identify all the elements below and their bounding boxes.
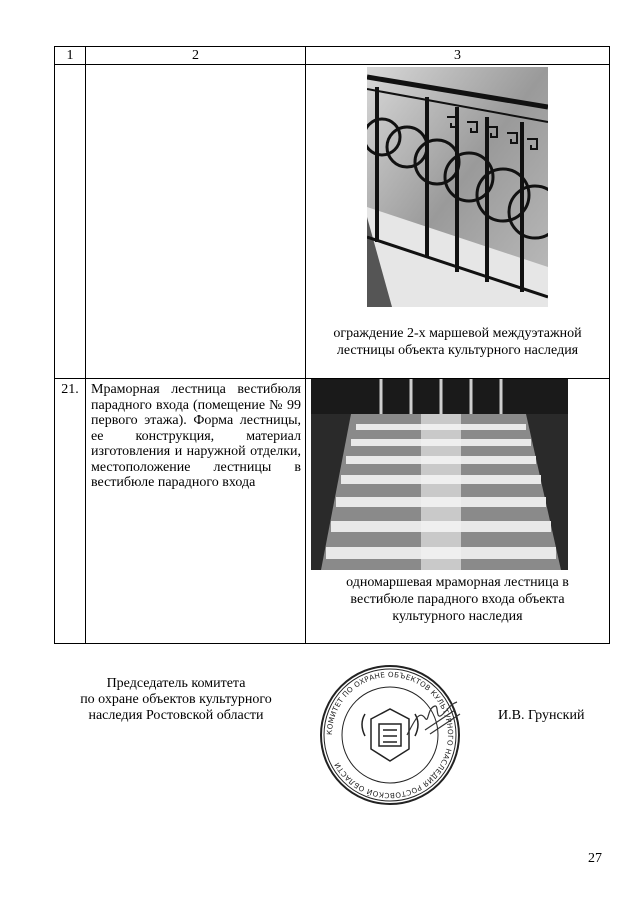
caption-line: культурного наследия	[392, 609, 523, 624]
objects-table	[54, 46, 610, 644]
table-header-row	[55, 47, 610, 65]
photo-caption	[306, 574, 609, 625]
photo-caption	[306, 325, 609, 359]
row-photo-cell	[306, 379, 610, 644]
title-line: по охране объектов культурного	[80, 692, 272, 707]
header-col-2: 2	[86, 47, 306, 65]
row-number: 21.	[55, 379, 86, 644]
seal-text: КОМИТЕТ ПО ОХРАНЕ ОБЪЕКТОВ КУЛЬТУРНОГО НАСЛЕДИЯ РОСТОВСКОЙ ОБЛАСТИ	[324, 669, 456, 801]
header-col-1: 1	[55, 47, 86, 65]
handwritten-signature	[405, 700, 465, 740]
railing-photo	[367, 67, 548, 307]
caption-line: лестницы объекта культурного наследия	[336, 343, 579, 358]
staircase-photo	[311, 379, 568, 570]
row-photo-cell	[306, 65, 610, 379]
signatory-name: И.В. Грунский	[498, 708, 585, 723]
title-line: Председатель комитета	[106, 676, 246, 691]
row-number	[55, 65, 86, 379]
page-number: 27	[588, 851, 602, 866]
caption-line: одномаршевая мраморная лестница в	[346, 575, 569, 590]
caption-line: вестибюле парадного входа объекта	[350, 592, 565, 607]
table-row	[55, 379, 610, 644]
table-row	[55, 65, 610, 379]
caption-line: ограждение 2-х маршевой междуэтажной	[333, 326, 582, 341]
header-col-3: 3	[306, 47, 610, 65]
row-description	[86, 65, 306, 379]
row-description: Мраморная лестница вестибюля парадного входа (помещение № 99 первого этажа). Форма лестницы, ее конструкция, материал изготовления и наружной отделки, местоположение лестницы в вестибюле парадного входа	[86, 379, 306, 644]
signatory-title	[60, 676, 292, 724]
title-line: наследия Ростовской области	[88, 708, 264, 723]
